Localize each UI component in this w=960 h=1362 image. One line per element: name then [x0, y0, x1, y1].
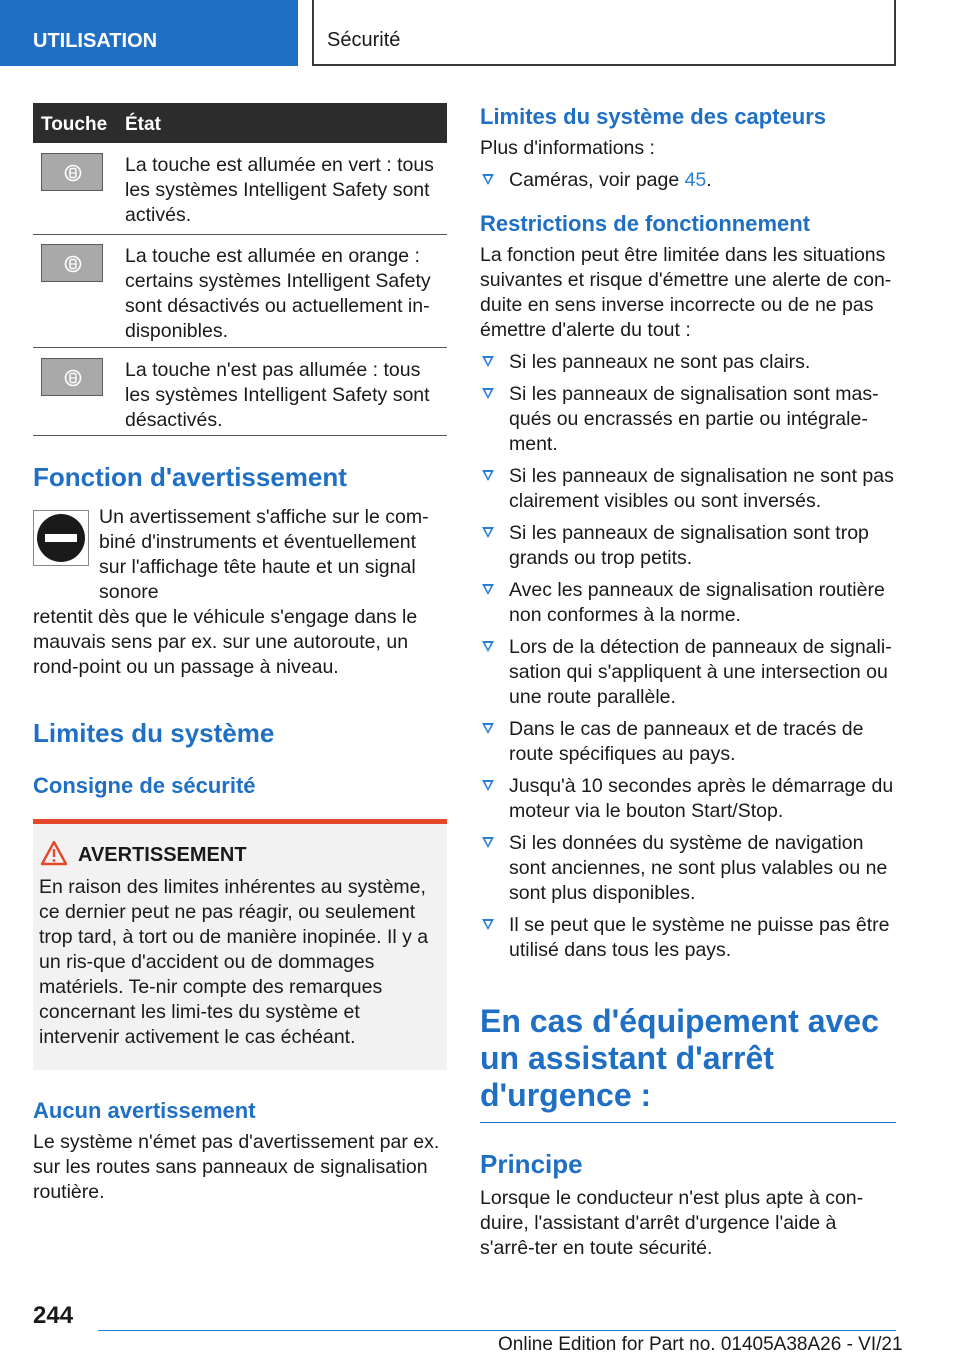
bullet-triangle-icon: [482, 584, 494, 595]
safety-button-icon: [41, 244, 103, 282]
list-item: Si les panneaux de signalisation sont trop grands ou trop petits.: [480, 521, 896, 571]
warning-title: [78, 844, 441, 867]
edition-info: Online Edition for Part no. 01405A38A26 - VI/21: [498, 1334, 903, 1355]
heading-no-warning: Aucun avertissement: [33, 1098, 256, 1123]
footer-divider: [98, 1330, 896, 1331]
heading-restrictions: Restrictions de fonctionnement: [480, 211, 811, 236]
bullet-triangle-icon: [482, 780, 494, 791]
bullet-triangle-icon: [482, 919, 494, 930]
no-warning-text: Le système n'émet pas d'avertissement par ex. sur les routes sans panneaux de signalisation routière.: [33, 1131, 440, 1203]
warning-box: [33, 819, 447, 1070]
principle-text: Lorsque le conducteur n'est plus apte à con-duire, l'assistant d'arrêt d'urgence l'aide à s'arrê-ter en toute sécurité.: [480, 1187, 864, 1259]
no-entry-icon: [33, 510, 89, 566]
heading-sensor-limits: Limites du système des capteurs: [480, 104, 827, 129]
bullet-triangle-icon: [482, 388, 494, 399]
list-item: Si les panneaux ne sont pas clairs.: [480, 350, 896, 375]
warning-title-text: AVERTISSEMENT: [78, 844, 247, 866]
table-cell-state: La touche n'est pas allumée : tous les systèmes Intelligent Safety sont désactivés.: [125, 359, 430, 431]
left-column: [33, 103, 447, 1205]
restrictions-intro: La fonction peut être limitée dans les situations suivantes et risque d'émettre une alerte de con-duite en sens inverse incorrecte ou de ne pas émettre d'alerte du tout :: [480, 244, 892, 341]
bullet-triangle-icon: [482, 174, 494, 185]
bullet-triangle-icon: [482, 470, 494, 481]
table-row: [33, 235, 447, 348]
list-item: Si les données du système de navigation sont anciennes, ne sont plus valables ou ne sont plus disponibles.: [480, 831, 896, 906]
section-tab: UTILISATION: [0, 0, 298, 66]
bullet-triangle-icon: [482, 527, 494, 538]
warning-function-block: [33, 505, 447, 680]
safety-button-icon: [41, 358, 103, 396]
heading-system-limits: Limites du système: [33, 718, 275, 748]
chapter-title: Sécurité: [312, 0, 896, 66]
warning-function-text-cont: retentit dès que le véhicule s'engage dans le mauvais sens par ex. sur une autoroute, un rond-point ou un passage à niveau.: [33, 606, 418, 678]
right-column: [480, 103, 896, 1261]
list-item: Dans le cas de panneaux et de tracés de route spécifiques au pays.: [480, 717, 896, 767]
list-item: Il se peut que le système ne puisse pas être utilisé dans tous les pays.: [480, 913, 896, 963]
page-link[interactable]: 45: [684, 169, 707, 191]
warning-text: En raison des limites inhérentes au système, ce dernier peut ne pas réagir, ou seulement trop tard, à tort ou de manière inopinée. Il y a un ris-que d'accident ou de dommages matériels. Te-nir compte des remarques concernant les limi-tes du système et intervenir activement le cas échéant.: [39, 876, 429, 1048]
table-col-state: État: [125, 114, 161, 135]
list-item: Jusqu'à 10 secondes après le démarrage du moteur via le bouton Start/Stop.: [480, 774, 896, 824]
heading-emergency-assistant: En cas d'équipement avec un assistant d'arrêt d'urgence :: [480, 1003, 896, 1123]
heading-warning-function: Fonction d'avertissement: [33, 462, 347, 492]
more-info-text: Plus d'informations :: [480, 137, 655, 159]
list-item: Si les panneaux de signalisation ne sont pas clairement visibles ou sont inversés.: [480, 464, 896, 514]
table-row: [33, 143, 447, 235]
page-header: [0, 0, 960, 66]
list-item: Si les panneaux de signalisation sont mas-qués ou encrassés en partie ou intégrale-ment.: [480, 382, 896, 457]
warning-triangle-icon: [40, 840, 68, 872]
list-item: Lors de la détection de panneaux de signali-sation qui s'appliquent à une intersection ou une route parallèle.: [480, 635, 896, 710]
table-cell-state: La touche est allumée en orange : certains systèmes Intelligent Safety sont désactivés ou actuellement in-disponibles.: [125, 245, 431, 342]
bullet-triangle-icon: [482, 356, 494, 367]
list-item: Caméras, voir page 45.: [480, 168, 896, 193]
list-item: Avec les panneaux de signalisation routière non conformes à la norme.: [480, 578, 896, 628]
safety-button-icon: [41, 153, 103, 191]
heading-principle: Principe: [480, 1149, 583, 1179]
bullet-triangle-icon: [482, 641, 494, 652]
table-header: [33, 103, 447, 143]
bullet-triangle-icon: [482, 723, 494, 734]
heading-safety-note: Consigne de sécurité: [33, 773, 256, 798]
table-row: [33, 348, 447, 436]
page-number: 244: [33, 1302, 74, 1329]
warning-function-text: Un avertissement s'affiche sur le com-biné d'instruments et éventuellement sur l'affichage tête haute et un signal sonore: [99, 506, 429, 603]
table-cell-state: La touche est allumée en vert : tous les systèmes Intelligent Safety sont activés.: [125, 154, 434, 226]
table-col-key: Touche: [41, 114, 108, 135]
bullet-triangle-icon: [482, 837, 494, 848]
